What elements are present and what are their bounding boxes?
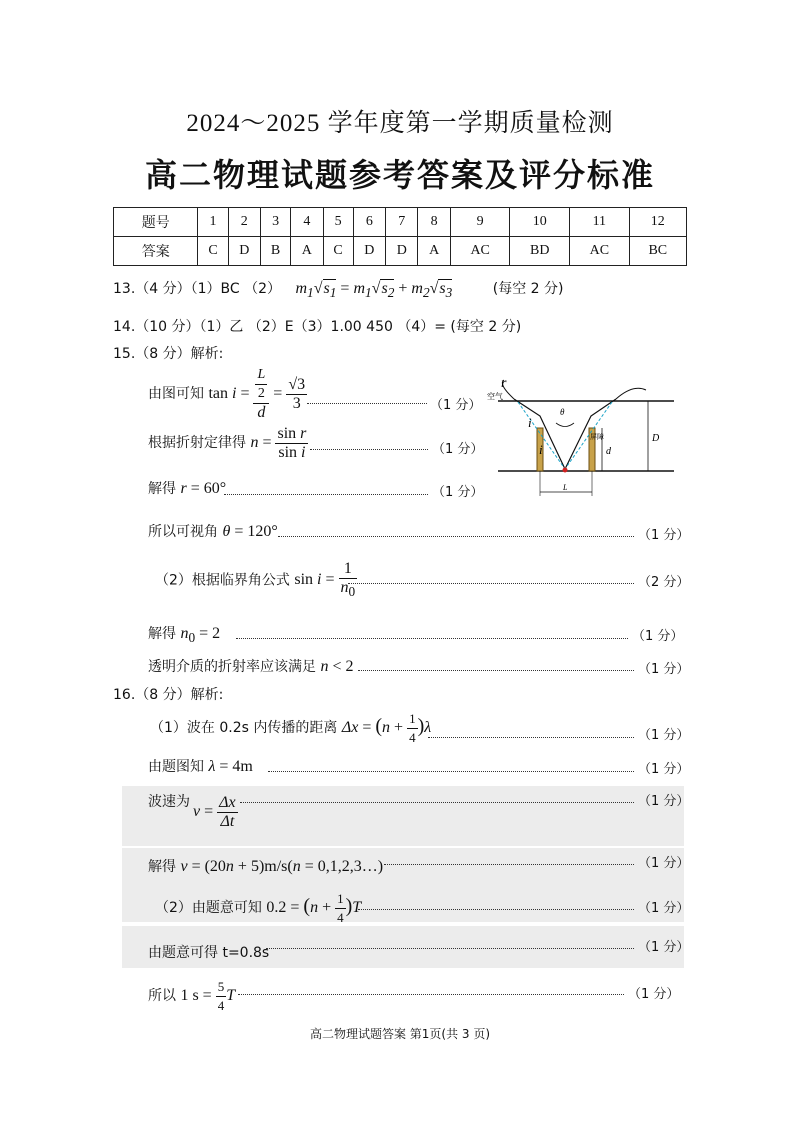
q15-line-6 [148,623,220,646]
q16-l7-prefix: 所以 [148,988,176,1005]
q15-l6-prefix: 解得 [148,626,176,642]
refraction-figure [478,372,678,507]
table-cell: BD [510,237,570,266]
label-D: D [652,433,660,444]
q15-line-5 [155,560,357,601]
q15-score-5: （2 分） [638,575,690,590]
table-header-cell: 题号 [114,208,198,237]
q15-l5-formula: sin i = $\frac{1}{n_0}$ [294,560,356,600]
table-cell: 5 [323,208,353,237]
q16-line-4 [148,856,383,876]
page-footer: 高二物理试题答案 第1页(共 3 页) [309,1027,491,1041]
q15-score-3: （1 分） [432,485,484,500]
q13-line [113,278,564,301]
q15-l4-formula: θ = 120° [222,523,278,540]
leader-dots [224,494,428,495]
table-cell: AC [450,237,510,266]
q15-l1-formula: tan i = $\frac{\frac{L}{2}}{d}$ = $\frac{√3}{3}$ [208,367,306,421]
q16-l1-formula: Δx = (n + $\frac{1}{4}$ )λ [341,711,432,745]
q16-line-1 [150,710,431,747]
label-theta: θ [560,407,565,417]
label-d: d [606,446,611,457]
q16-l7-formula: 1 s = $\frac{5}{4}$ T [180,979,236,1013]
q15-score-6: （1 分） [632,629,684,644]
document-subtitle: 高二物理试题参考答案及评分标准 [144,156,655,194]
q16-l2-prefix: 由题图知 [148,759,204,775]
q16-score-2: （1 分） [638,762,690,777]
label-L: L [563,483,568,492]
q15-line-7 [148,656,353,676]
q15-l7-prefix: 透明介质的折射率应该满足 [148,659,316,675]
table-cell: A [418,237,450,266]
q15-l3-prefix: 解得 [148,481,176,497]
leader-dots [268,771,634,772]
leader-dots [278,536,634,537]
q16-line-2 [148,756,253,776]
table-cell: AC [570,237,630,266]
leader-dots [236,638,628,639]
table-cell: 10 [510,208,570,237]
light-source-dot [563,468,568,473]
leader-dots [384,864,634,865]
q15-score-7: （1 分） [638,662,690,677]
q16-l5-prefix: （2）由题意可知 [155,900,262,917]
table-cell: 7 [386,208,418,237]
q16-score-4: （1 分） [638,856,690,871]
table-cell: 4 [291,208,323,237]
q16-score-5: （1 分） [638,901,690,916]
angle-arc [556,423,574,427]
q16-header: 16.（8 分）解析: [113,687,224,703]
table-cell: D [228,237,260,266]
leader-dots [310,449,428,450]
leader-dots [240,802,634,803]
label-air: 空气 [487,392,503,401]
leader-dots [307,403,427,404]
q15-l6-formula: $n_0 = 2$ [180,625,221,646]
table-cell: C [323,237,353,266]
q15-l2-prefix: 根据折射定律得 [148,435,246,452]
table-cell: 6 [353,208,385,237]
leader-dots [238,994,624,995]
q15-score-1: （1 分） [430,398,482,413]
q16-l4-formula: v = (20n + 5)m/s(n = 0,1,2,3…) [180,858,384,875]
q16-line-7 [148,978,235,1015]
refracted-ray-right [616,388,646,399]
table-cell: B [261,237,291,266]
table-cell: 1 [198,208,228,237]
q15-l7-formula: n < 2 [320,658,354,675]
q15-l1-prefix: 由图可知 [148,386,204,402]
leader-dots [358,670,634,671]
leader-dots [428,737,634,738]
q16-score-6: （1 分） [638,940,690,955]
q16-score-7: （1 分） [628,987,680,1002]
q15-l2-formula: n = $\frac{\text{sin r}}{\text{sin i}}$ [250,425,307,461]
table-cell: 8 [418,208,450,237]
q13-note: (每空 2 分) [492,281,564,297]
q16-l3-prefix: 波速为 [148,794,190,810]
q16-l4-prefix: 解得 [148,859,176,875]
table-cell: C [198,237,228,266]
table-cell: BC [629,237,686,266]
q14-line: 14.（10 分）（1）乙 （2）E（3）1.00 450 （4）= (每空 2 分) [113,319,522,335]
q16-line-3 [148,791,190,811]
table-header-cell: 答案 [114,237,198,266]
table-cell: 11 [570,208,630,237]
q16-line-5 [155,890,361,927]
q15-score-4: （1 分） [638,528,690,543]
q15-line-4 [148,521,278,541]
label-i-bottom: i [539,442,543,457]
q16-score-1: （1 分） [638,728,690,743]
label-r: r [501,376,507,391]
q15-line-3 [148,478,226,498]
table-cell: 2 [228,208,260,237]
table-cell: 9 [450,208,510,237]
q16-l3-formula: v = $\frac{\Delta x}{\Delta t}$ [193,794,236,830]
table-cell: 12 [629,208,686,237]
q16-l5-formula: 0.2 = (n + $\frac{1}{4}$ )T [266,891,362,925]
q15-header: 15.（8 分）解析: [113,346,224,362]
label-i-top: i [528,415,532,430]
table-cell: 3 [261,208,291,237]
q15-l5-prefix: （2）根据临界角公式 [155,572,290,589]
table-cell: A [291,237,323,266]
q15-line-2 [148,425,308,462]
q16-l1-prefix: （1）波在 0.2s 内传播的距离 [150,720,338,737]
q16-line-6: 由题意可得 t=0.8s [148,945,270,961]
q15-score-2: （1 分） [432,442,484,457]
label-screen: 屏障 [590,433,604,441]
q15-line-1 [148,366,307,422]
leader-dots [348,583,634,584]
table-row-answers [114,237,687,266]
document-title: 2024～2025 学年度第一学期质量检测 [186,110,614,137]
answer-table [113,207,687,266]
q16-score-3: （1 分） [638,794,690,809]
q13-label: 13.（4 分）（1）BC （2） [113,281,282,297]
q16-l2-formula: λ = 4m [208,758,253,775]
q15-l4-prefix: 所以可视角 [148,524,218,540]
leader-dots [358,909,634,910]
q13-formula: $m_1√s_1 = m_1√s_2 + m_2√s_3$ [295,280,453,301]
table-row-numbers [114,208,687,237]
q15-l3-formula: r = 60° [180,480,227,497]
table-cell: D [353,237,385,266]
table-cell: D [386,237,418,266]
leader-dots [266,948,634,949]
